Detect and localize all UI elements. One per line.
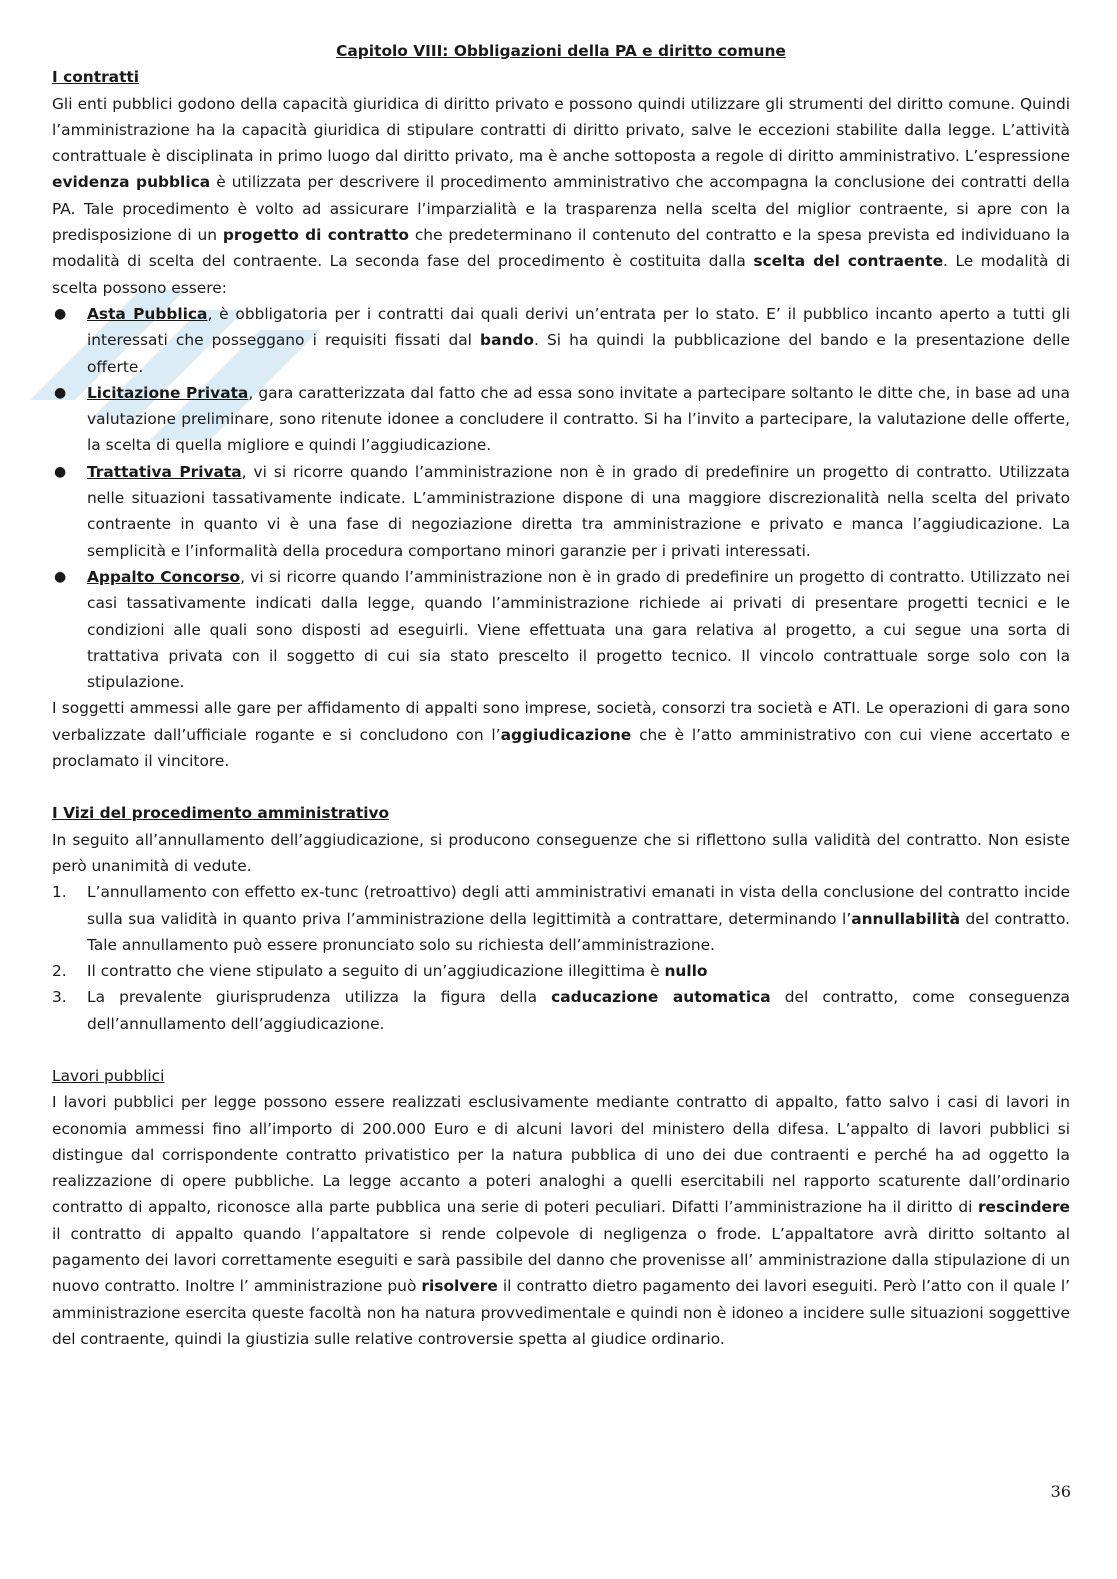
list-item: ● Trattativa Privata, vi si ricorre quando l’amministrazione non è in grado di predefinire un progetto di contratto. Utilizzata nelle situazioni tassativamente indicate. L’amministrazione dispone di una maggiore discrezionalità nella scelta del privato contraente in quanto vi è una fase di negoziazione diretta tra amministrazione e privato e manca l’aggiudicazione. La semplicità e l’informalità della procedura comportano minori garanzie per i privati interessati. xyxy=(52,459,1070,564)
term-progetto-di-contratto: progetto di contratto xyxy=(222,226,409,245)
term-scelta-del-contraente: scelta del contraente xyxy=(753,252,944,271)
modalita-list xyxy=(52,301,1070,695)
bullet-icon: ● xyxy=(54,305,67,322)
term-rescindere: rescindere xyxy=(977,1198,1070,1217)
term-evidenza-pubblica: evidenza pubblica xyxy=(52,173,211,192)
list-item: ● Appalto Concorso, vi si ricorre quando l’amministrazione non è in grado di predefinire un progetto di contratto. Utilizzato nei casi tassativamente indicati dalla legge, quando l’amministrazione richiede ai privati di presentare progetti tecnici e le condizioni alle quali sono disposti ad eseguirli. Viene effettuata una gara relativa al progetto, a cui segue una sorta di trattativa privata con il soggetto di cui sia stato prescelto il progetto tecnico. Il vincolo contrattuale sorge solo con la stipulazione. xyxy=(52,564,1070,695)
bullet-icon: ● xyxy=(54,463,67,480)
vizi-list xyxy=(52,879,1070,1037)
lavori-body: I lavori pubblici per legge possono essere realizzati esclusivamente mediante contratto di appalto, fatto salvo i casi di lavori in economia ammessi fino all’importo di 200.000 Euro e di alcuni lavori del ministero della difesa. L’appalto di lavori pubblici si distingue dal corrispondente contratto privatistico per la natura pubblica di uno dei due contraenti e perché ha ad oggetto la realizzazione di opere pubbliche. La legge accanto a poteri analoghi a quelli esercitabili nel rapporto scaturente dall’ordinario contratto di appalto, riconosce alla parte pubblica una serie di poteri peculiari. Difatti l’amministrazione ha il diritto di rescindere il contratto di appalto quando l’appaltatore si rende colpevole di negligenza o frode. L’appaltatore avrà diritto soltanto al pagamento dei lavori correttamente eseguiti e sarà passibile del danno che provenisse all’ amministrazione dalla stipulazione di un nuovo contratto. Inoltre l’ amministrazione può risolvere il contratto dietro pagamento dei lavori eseguiti. Però l’atto con il quale l’ amministrazione esercita queste facoltà non ha natura provvedimentale e quindi non è idoneo a incidere sulle situazioni soggettive del contraente, quindi la giustizia sulle relative controversie spetta al giudice ordinario. xyxy=(52,1093,1071,1348)
list-item: ● Asta Pubblica, è obbligatoria per i contratti dai quali derivi un’entrata per lo stato. E’ il pubblico incanto aperto a tutti gli interessati che posseggano i requisiti fissati dal bando. Si ha quindi la pubblicazione del bando e la presentazione delle offerte. xyxy=(52,301,1070,380)
term-aggiudicazione: aggiudicazione xyxy=(500,725,632,744)
document-page xyxy=(52,38,1070,1352)
bullet-icon: ● xyxy=(54,384,67,401)
chapter-title: Capitolo VIII: Obbligazioni della PA e diritto comune xyxy=(336,42,786,60)
contratti-intro: Gli enti pubblici godono della capacità giuridica di diritto privato e possono quindi utilizzare gli strumenti del diritto comune. Quindi l’amministrazione ha la capacità giuridica di stipulare contratti di diritto privato, salve le eccezioni stabilite dalla legge. L’attività contrattuale è disciplinata in primo luogo dal diritto privato, ma è anche sottoposta a regole di diritto amministrativo. L’espressione evidenza pubblica è utilizzata per descrivere il procedimento amministrativo che accompagna la conclusione dei contratti della PA. Tale procedimento è volto ad assicurare l’imparzialità e la trasparenza nella scelta del miglior contraente, si apre con la predisposizione di un progetto di contratto che predeterminano il contenuto del contratto e la spesa prevista ed individuano la modalità di scelta del contraente. La seconda fase del procedimento è costituita dalla scelta del contraente. Le modalità di scelta possono essere: xyxy=(52,94,1070,297)
list-item: 1. L’annullamento con effetto ex-tunc (retroattivo) degli atti amministrativi emanati in vista della conclusione del contratto incide sulla sua validità in quanto priva l’amministrazione della legittimità a contrattare, determinando l’annullabilità del contratto. Tale annullamento può essere pronunciato solo su richiesta dell’amministrazione. xyxy=(52,883,1070,954)
list-item: ● Licitazione Privata, gara caratterizzata dal fatto che ad essa sono invitate a partecipare soltanto le ditte che, in base ad una valutazione preliminare, sono ritenute idonee a concludere il contratto. Si ha l’invito a partecipare, la valutazione delle offerte, la scelta di quella migliore e quindi l’aggiudicazione. xyxy=(52,380,1070,459)
term-risolvere: risolvere xyxy=(421,1277,498,1296)
vizi-intro: In seguito all’annullamento dell’aggiudicazione, si producono conseguenze che si riflettono sulla validità del contratto. Non esiste però unanimità di vedute. xyxy=(52,830,1070,875)
list-item: 2. Il contratto che viene stipulato a seguito di un’aggiudicazione illegittima è nullo xyxy=(52,962,708,981)
section-heading-vizi: I Vizi del procedimento amministrativo xyxy=(52,804,390,823)
contratti-closing: I soggetti ammessi alle gare per affidamento di appalti sono imprese, società, consorzi tra società e ATI. Le operazioni di gara sono verbalizzate dall’ufficiale rogante e si concludono con l’aggiudicazione che è l’atto amministrativo con cui viene accertato e proclamato il vincitore. xyxy=(52,699,1070,771)
list-item: 3. La prevalente giurisprudenza utilizza la figura della caducazione automatica del contratto, come conseguenza dell’annullamento dell’aggiudicazione. xyxy=(52,988,1070,1033)
page-number: 36 xyxy=(1050,1482,1071,1501)
section-heading-contratti: I contratti xyxy=(52,68,140,87)
bullet-icon: ● xyxy=(54,568,67,585)
section-heading-lavori: Lavori pubblici xyxy=(52,1066,165,1085)
